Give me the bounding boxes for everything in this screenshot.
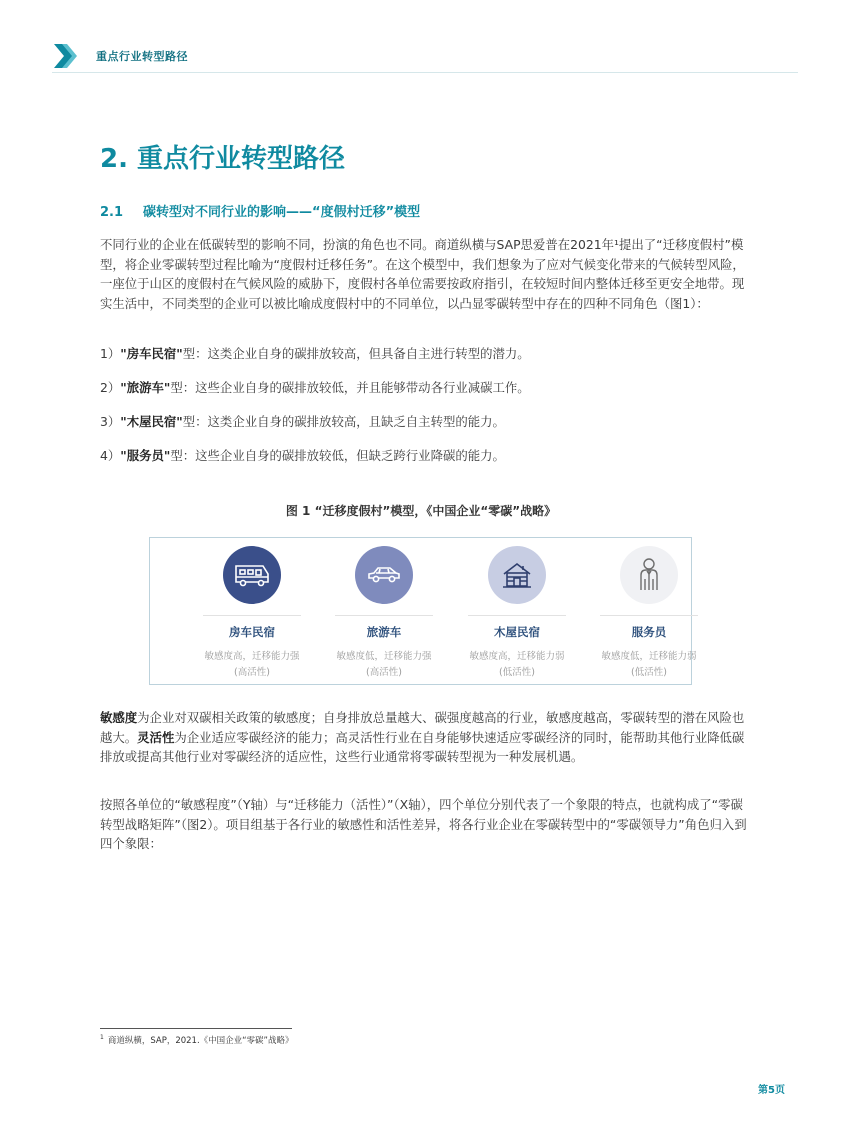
figure-box (149, 537, 697, 685)
list-item-text: 型：这些企业自身的碳排放较低，并且能够带动各行业减碳工作。 (170, 380, 530, 395)
card-divider (600, 615, 698, 616)
cabin-icon (488, 546, 546, 604)
card-cabin-homestay (452, 538, 582, 686)
card-divider (468, 615, 566, 616)
card-name: 木屋民宿 (494, 625, 540, 639)
intro-paragraph: 不同行业的企业在低碳转型的影响不同，扮演的角色也不同。商道纵横与SAP思爱普在2021年¹提出了“迁移度假村”模型，将企业零碳转型过程比喻为“度假村迁移任务”。在这个模型中，我们想象为了应对气候变化带来的气候转型风险，一座位于山区的度假村在气候风险的威胁下，度假村各单位需要按政府指引，在较短时间内整体迁移至更安全地带。现实生活中，不同类型的企业可以被比喻成度假村中的不同单位，以凸显零碳转型中存在的四种不同角色（图1）： (100, 237, 745, 311)
chevron-logo-icon (52, 42, 80, 70)
list-item-prefix: 2） (100, 380, 121, 395)
list-item (100, 344, 530, 362)
page-number: 第5页 (758, 1085, 785, 1096)
list-item-name: "旅游车" (120, 380, 171, 395)
card-tag: (低活性) (499, 667, 535, 678)
card-description: 敏感度低，迁移能力强 (336, 651, 432, 662)
list-item (100, 378, 530, 396)
card-divider (203, 615, 301, 616)
card-name: 服务员 (631, 625, 667, 639)
card-tag: (高活性) (234, 667, 270, 678)
definition-paragraph (100, 708, 748, 767)
term-sensitivity: 敏感度 (100, 710, 138, 725)
term-sensitivity-text: 为企业对双碳相关政策的敏感度；自身排放总量越大、碳强度越高的行业，敏感度越高，零碳转型的潜在风险也越大。 (100, 710, 745, 745)
list-item-prefix: 1） (100, 346, 121, 361)
footnote-text: 商道纵横，SAP，2021.《中国企业“零碳”战略》 (107, 1036, 294, 1046)
list-item-text: 型：这类企业自身的碳排放较高，但具备自主进行转型的潜力。 (182, 346, 530, 361)
list-item-name: "房车民宿" (120, 346, 183, 361)
waiter-icon (620, 546, 678, 604)
card-description: 敏感度高，迁移能力弱 (469, 651, 565, 662)
card-name: 房车民宿 (229, 625, 275, 639)
card-tag: (低活性) (631, 667, 667, 678)
matrix-paragraph: 按照各单位的“敏感程度”（Y轴）与“迁移能力（活性）”（X轴），四个单位分别代表了一个象限的特点，也就构成了“零碳转型战略矩阵”（图2）。项目组基于各行业的敏感性和活性差异，将各行业企业在零碳转型中的“零碳领导力”角色归入到四个象限： (100, 797, 747, 851)
term-flexibility: 灵活性 (137, 729, 175, 745)
list-item-text: 型：这类企业自身的碳排放较高，且缺乏自主转型的能力。 (182, 414, 505, 429)
card-tag: (高活性) (366, 667, 402, 678)
footnote (100, 1034, 293, 1046)
list-item-name: "木屋民宿" (120, 414, 183, 429)
rv-camper-icon (223, 546, 281, 604)
list-item (100, 446, 505, 464)
footnote-mark: 1 (100, 1034, 104, 1042)
footnote-divider (100, 1028, 292, 1029)
term-flexibility-text: 为企业适应零碳经济的能力；高灵活性行业在自身能够快速适应零碳经济的同时，能帮助其他行业降低碳排放或提高其他行业对零碳经济的适应性，这些行业通常将零碳转型视为一种发展机遇。 (100, 729, 745, 764)
car-icon (355, 546, 413, 604)
page-header (52, 40, 798, 73)
list-item-name: "服务员" (120, 448, 171, 463)
subsection-heading (100, 201, 420, 220)
list-item-prefix: 3） (100, 414, 121, 429)
card-divider (335, 615, 433, 616)
figure-caption: 图 1 “迁移度假村”模型，《中国企业“零碳”战略》 (285, 504, 557, 518)
card-description: 敏感度高，迁移能力强 (204, 651, 300, 662)
list-item-text: 型：这些企业自身的碳排放较低，但缺乏跨行业降碳的能力。 (170, 448, 505, 463)
card-name: 旅游车 (366, 625, 402, 639)
card-rv-homestay (187, 538, 317, 686)
list-item-prefix: 4） (100, 448, 121, 463)
section-title: 2. 重点行业转型路径 (100, 144, 346, 174)
subsection-number: 2.1 (100, 205, 124, 220)
card-waiter (584, 538, 714, 686)
subsection-title: 碳转型对不同行业的影响——“度假村迁移”模型 (143, 205, 421, 220)
card-tour-bus (319, 538, 449, 686)
card-description: 敏感度低，迁移能力弱 (601, 651, 697, 662)
header-title: 重点行业转型路径 (96, 50, 188, 63)
list-item (100, 412, 505, 430)
